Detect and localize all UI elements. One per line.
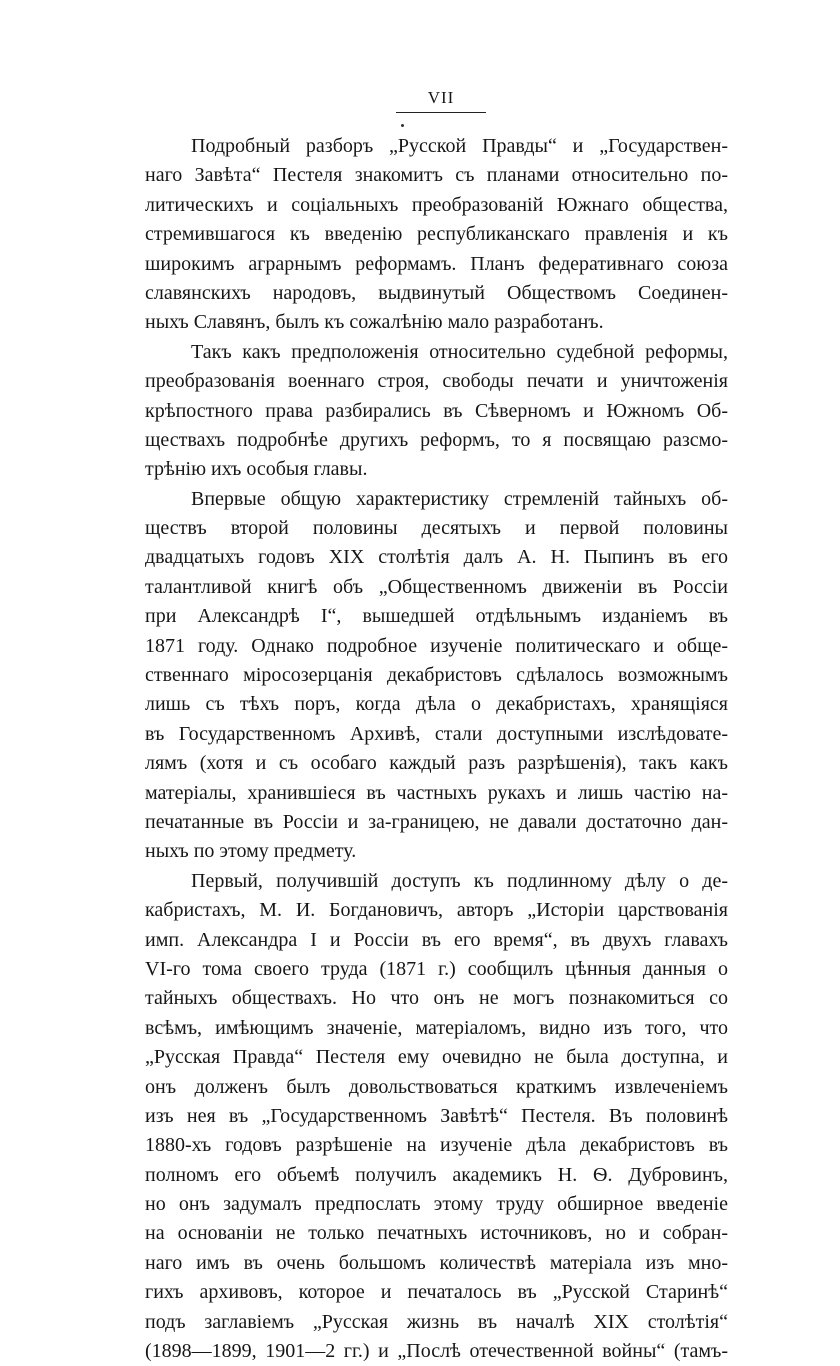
body-text — [145, 132, 728, 1366]
text-line: лишь съ тѣхъ поръ, когда дѣла о декабристахъ, хранящіяся — [145, 693, 728, 716]
text-line: литическихъ и соціальныхъ преобразованій Южнаго общества, — [145, 193, 728, 216]
text-line: онъ долженъ былъ довольствоваться краткимъ извлеченіемъ — [145, 1075, 728, 1098]
text-line: славянскихъ народовъ, выдвинутый Обществомъ Соединен- — [145, 281, 728, 304]
text-line: VI-го тома своего труда (1871 г.) сообщилъ цѣнныя данныя о — [145, 957, 728, 980]
print-speck — [401, 124, 404, 127]
text-line: на основаніи не только печатныхъ источниковъ, но и собран- — [145, 1222, 728, 1245]
page-number: VII — [427, 88, 455, 107]
text-line: ществахъ подробнѣе другихъ реформъ, то я посвящаю разсмо- — [145, 428, 728, 451]
text-line: двадцатыхъ годовъ XIX столѣтія далъ А. Н. Пыпинъ въ его — [145, 546, 728, 569]
text-line: подъ заглавіемъ „Русская жизнь въ началѣ XIX столѣтія“ — [145, 1310, 728, 1333]
text-line: трѣнію ихъ особыя главы. — [145, 458, 368, 481]
text-line: Подробный разборъ „Русской Правды“ и „Государствен- — [191, 135, 728, 157]
text-line: печатанные въ Россіи и за-границею, не давали достаточно дан- — [145, 810, 728, 833]
text-line: матеріалы, хранившіеся въ частныхъ рукахъ и лишь частію на- — [145, 781, 728, 804]
header-rule — [396, 112, 486, 113]
text-line: имп. Александра I и Россіи въ его время“, въ двухъ главахъ — [145, 928, 728, 951]
text-line: преобразованія военнаго строя, свободы печати и уничтоженія — [145, 370, 728, 393]
text-line: ществъ второй половины десятыхъ и первой половины — [145, 517, 728, 540]
text-line: въ Государственномъ Архивѣ, стали доступными изслѣдовате- — [145, 722, 728, 745]
text-line: стремившагося къ введенію республиканскаго правленія и къ — [145, 223, 728, 246]
text-line: широкимъ аграрнымъ реформамъ. Планъ федеративнаго союза — [145, 252, 728, 275]
text-line: всѣмъ, имѣющимъ значеніе, матеріаломъ, видно изъ того, что — [145, 1016, 728, 1039]
text-line: гихъ архивовъ, которое и печаталось въ „Русской Старинѣ“ — [145, 1281, 728, 1304]
text-line: наго Завѣта“ Пестеля знакомитъ съ планами относительно по- — [145, 164, 728, 187]
text-line: 1871 году. Однако подробное изученіе политическаго и обще- — [145, 634, 728, 657]
text-line: „Русская Правда“ Пестеля ему очевидно не была доступна, и — [145, 1046, 728, 1069]
text-line: Такъ какъ предположенія относительно судебной реформы, — [191, 340, 728, 363]
text-line: но онъ задумалъ предпослать этому труду обширное введеніе — [145, 1193, 728, 1216]
text-line: Первый, получившій доступъ къ подлинному дѣлу о де- — [191, 869, 728, 892]
text-line: ственнаго міросозерцанія декабристовъ сдѣлалось возможнымъ — [145, 664, 728, 687]
text-line: полномъ его объемѣ получилъ академикъ Н. Ѳ. Дубровинъ, — [145, 1163, 728, 1186]
text-line: кабристахъ, М. И. Богдановичъ, авторъ „Исторіи царствованія — [145, 899, 728, 922]
text-line: (1898—1899, 1901—2 гг.) и „Послѣ отечественной войны“ (тамъ- — [145, 1340, 728, 1363]
text-line: ныхъ Славянъ, былъ къ сожалѣнію мало разработанъ. — [145, 311, 604, 334]
text-line: лямъ (хотя и съ особаго каждый разъ разрѣшенія), такъ какъ — [145, 752, 728, 775]
text-line: тайныхъ обществахъ. Но что онъ не могъ познакомиться со — [145, 987, 728, 1010]
text-line: наго имъ въ очень большомъ количествѣ матеріала изъ мно- — [145, 1251, 728, 1274]
text-line: талантливой книгѣ объ „Общественномъ движеніи въ Россіи — [145, 575, 728, 598]
text-line: 1880-хъ годовъ разрѣшеніе на изученіе дѣла декабристовъ въ — [145, 1134, 728, 1157]
text-line: крѣпостного права разбирались въ Сѣверномъ и Южномъ Об- — [145, 399, 728, 422]
text-line: при Александрѣ I“, вышедшей отдѣльнымъ изданіемъ въ — [145, 605, 728, 628]
text-line: Впервые общую характеристику стремленій тайныхъ об- — [191, 487, 728, 510]
text-line: ныхъ по этому предмету. — [145, 840, 357, 863]
text-line: изъ нея въ „Государственномъ Завѣтѣ“ Пестеля. Въ половинѣ — [145, 1104, 728, 1127]
